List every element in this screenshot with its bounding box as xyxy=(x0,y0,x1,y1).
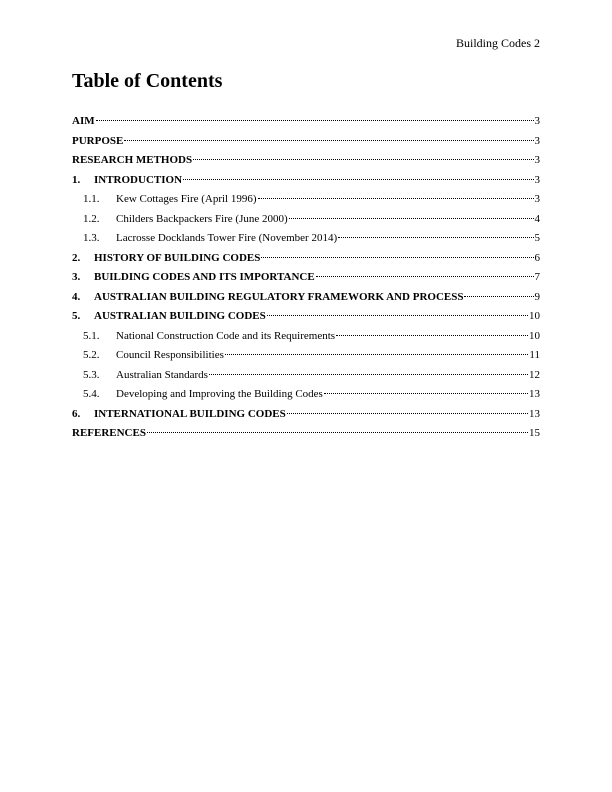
toc-entry-title: Australian Standards xyxy=(116,368,208,381)
toc-entry-page: 10 xyxy=(529,329,540,342)
toc-entry-title: AUSTRALIAN BUILDING CODES xyxy=(94,310,266,322)
dot-leader xyxy=(324,392,528,394)
toc-entry-page: 3 xyxy=(534,154,540,166)
toc-entry-title: AUSTRALIAN BUILDING REGULATORY FRAMEWORK AND PROCESS xyxy=(94,290,464,303)
toc-entry-number: 1. xyxy=(72,173,81,186)
toc-entry-number: 6. xyxy=(72,407,81,420)
toc-entry[interactable] xyxy=(72,171,540,191)
toc-entry[interactable] xyxy=(72,366,540,386)
dot-leader xyxy=(258,197,534,199)
dot-leader xyxy=(225,353,529,355)
page-title: Table of Contents xyxy=(72,70,223,92)
dot-leader xyxy=(183,178,533,180)
toc-entry-page: 4 xyxy=(534,212,540,225)
toc-entry-number: 2. xyxy=(72,251,81,264)
dot-leader xyxy=(96,119,534,121)
toc-entry[interactable] xyxy=(72,210,540,230)
toc-entry-title: Kew Cottages Fire (April 1996) xyxy=(116,193,257,205)
toc-entry-page: 12 xyxy=(529,368,540,381)
toc-entry[interactable] xyxy=(72,288,540,308)
dot-leader xyxy=(287,412,528,414)
toc-entry[interactable] xyxy=(72,190,540,210)
dot-leader xyxy=(147,431,528,433)
toc-entry[interactable] xyxy=(72,229,540,249)
table-of-contents xyxy=(72,112,540,444)
dot-leader xyxy=(209,373,528,375)
toc-entry[interactable] xyxy=(72,424,540,444)
toc-entry-title: INTERNATIONAL BUILDING CODES xyxy=(94,407,286,420)
toc-entry-title: PURPOSE xyxy=(72,134,124,147)
toc-entry-page: 3 xyxy=(534,134,540,147)
toc-entry[interactable] xyxy=(72,151,540,171)
dot-leader xyxy=(338,236,533,238)
toc-entry-number: 5.1. xyxy=(83,329,100,342)
toc-entry-title: HISTORY OF BUILDING CODES xyxy=(94,251,261,264)
toc-entry-number: 4. xyxy=(72,290,81,303)
toc-entry-number: 1.2. xyxy=(83,212,100,225)
toc-entry-page: 11 xyxy=(529,349,540,361)
toc-entry-number: 1.3. xyxy=(83,232,100,244)
toc-entry[interactable] xyxy=(72,112,540,132)
toc-entry-page: 7 xyxy=(534,271,540,283)
toc-entry-number: 3. xyxy=(72,271,81,283)
toc-entry[interactable] xyxy=(72,327,540,347)
dot-leader xyxy=(261,256,533,258)
toc-entry-title: Childers Backpackers Fire (June 2000) xyxy=(116,212,288,225)
toc-entry-page: 13 xyxy=(529,388,540,400)
toc-entry[interactable] xyxy=(72,346,540,366)
toc-entry-title: RESEARCH METHODS xyxy=(72,154,193,166)
toc-entry-title: National Construction Code and its Requirements xyxy=(116,329,336,342)
dot-leader xyxy=(267,314,528,316)
toc-entry[interactable] xyxy=(72,385,540,405)
toc-entry-page: 15 xyxy=(529,427,540,439)
toc-entry-number: 5. xyxy=(72,310,81,322)
toc-entry[interactable] xyxy=(72,268,540,288)
dot-leader xyxy=(316,275,534,277)
toc-entry-title: BUILDING CODES AND ITS IMPORTANCE xyxy=(94,271,315,283)
toc-entry-title: Council Responsibilities xyxy=(116,349,224,361)
toc-entry-number: 5.4. xyxy=(83,388,100,400)
toc-entry-title: Developing and Improving the Building Codes xyxy=(116,388,323,400)
running-head: Building Codes 2 xyxy=(455,36,540,50)
toc-entry-number: 1.1. xyxy=(83,193,100,205)
dot-leader xyxy=(464,295,533,297)
toc-entry-title: INTRODUCTION xyxy=(94,173,183,186)
dot-leader xyxy=(336,334,528,336)
toc-entry-number: 5.2. xyxy=(83,349,100,361)
toc-entry[interactable] xyxy=(72,249,540,269)
toc-entry[interactable] xyxy=(72,307,540,327)
toc-entry-page: 10 xyxy=(529,310,540,322)
toc-entry[interactable] xyxy=(72,405,540,425)
toc-entry[interactable] xyxy=(72,132,540,152)
toc-entry-number: 5.3. xyxy=(83,368,100,381)
toc-entry-page: 3 xyxy=(534,193,540,205)
toc-entry-page: 3 xyxy=(534,115,540,127)
toc-entry-title: REFERENCES xyxy=(72,427,146,439)
toc-entry-page: 3 xyxy=(534,173,540,186)
toc-entry-page: 6 xyxy=(534,251,540,264)
toc-entry-page: 5 xyxy=(534,232,540,244)
toc-entry-title: Lacrosse Docklands Tower Fire (November 2014) xyxy=(116,232,338,244)
toc-entry-page: 13 xyxy=(529,407,540,420)
toc-entry-page: 9 xyxy=(534,290,540,303)
dot-leader xyxy=(193,158,533,160)
dot-leader xyxy=(289,217,534,219)
dot-leader xyxy=(124,139,533,141)
toc-entry-title: AIM xyxy=(72,115,95,127)
